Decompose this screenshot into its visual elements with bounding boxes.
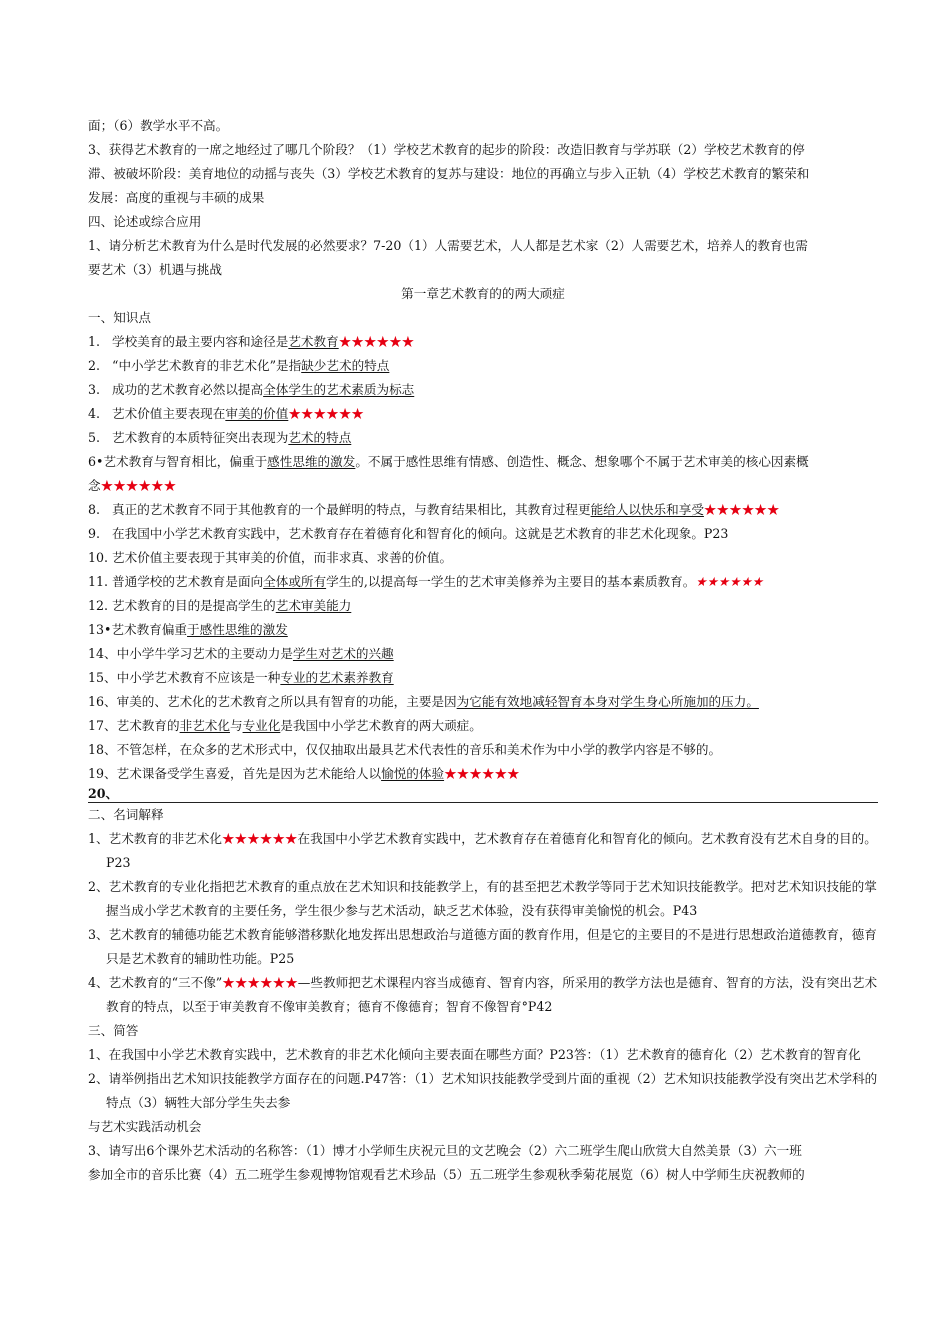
list-item: [88, 354, 878, 378]
list-item: [88, 762, 878, 786]
item-answer: 艺术审美能力: [275, 598, 352, 613]
text-line: 滞、被破坏阶段：美育地位的动摇与丧失（3）学校艺术教育的复苏与建设：地位的再确立与步入正轨（4）学校艺术教育的繁荣和: [88, 166, 810, 181]
star-rating-icon: ★★★★★★: [222, 975, 298, 990]
item-number: 1.: [88, 334, 101, 349]
section-heading: 三、简答: [88, 1023, 139, 1038]
item-answer: 学生对艺术的兴趣: [292, 646, 394, 661]
term-definition: 3、艺术教育的辅德功能艺术教育能够潜移默化地发挥出思想政治与道德方面的教育作用，但是它的主要目的不是进行思想政治道德教育，德育只是艺术教育的辅助性功能。P25: [88, 927, 877, 966]
item-text: 艺术价值主要表现在: [112, 406, 226, 421]
item-number: 11.: [88, 574, 109, 589]
star-rating-icon: ★★★★★★: [703, 502, 780, 517]
item-text: 13•艺术教育偏重: [88, 622, 188, 637]
section-heading: 二、名词解释: [88, 807, 164, 822]
term-definition: [88, 971, 878, 1019]
item-answer: 愉悦的体验: [381, 766, 445, 781]
list-item: [88, 738, 878, 762]
star-rating-icon: ★★★★★★: [100, 478, 177, 493]
item-number: 4.: [88, 406, 101, 421]
term-text: 1、艺术教育的非艺术化: [88, 831, 222, 846]
item-answer: 艺术教育: [288, 334, 339, 349]
item-number: 5.: [88, 430, 101, 445]
item-answer: 能给人以快乐和享受: [590, 502, 704, 517]
text-line: 发展：高度的重视与丰硕的成果: [88, 190, 265, 205]
star-rating-icon: ★★★★★★: [444, 766, 520, 781]
item-answer: 缺少艺术的特点: [301, 358, 390, 373]
term-text: 4、艺术教育的“三不像”: [88, 975, 223, 990]
star-rating-icon: ★★★★★★: [338, 334, 415, 349]
item-answer: 非艺术化: [179, 718, 230, 733]
answer-paragraph: 1、在我国中小学艺术教育实践中，艺术教育的非艺术化倾向主要表面在哪些方面？P23答：（1）艺术教育的德育化（2）艺术教育的智育化: [88, 1047, 861, 1062]
item-answer: 于感性思维的激发: [187, 622, 288, 637]
item-text: 20、: [88, 786, 119, 801]
list-item-continuation: [88, 474, 878, 498]
item-number: 8.: [88, 502, 101, 517]
item-text: 真正的艺术教育不同于其他教育的一个最鲜明的特点，与教育结果相比，其教育过程更: [112, 502, 591, 517]
item-answer: 全体学生的艺术素质为标志: [263, 382, 415, 397]
list-item: [88, 522, 878, 546]
item-text: 艺术价值主要表现于其审美的价值，而非求真、求善的价值。: [112, 550, 453, 565]
item-number: 10.: [88, 550, 109, 565]
item-text: 成功的艺术教育必然以提高: [112, 382, 264, 397]
item-answer: 审美的价值: [225, 406, 289, 421]
list-item: [88, 450, 878, 474]
item-text: 15、中小学艺术教育不应该是一种: [88, 670, 281, 685]
item-text: 普通学校的艺术教育是面向: [112, 574, 264, 589]
item-text: 。不属于感性思维有情感、创造性、概念、想象哪个不属于艺术审美的核心因素概: [355, 454, 809, 469]
list-item: [88, 618, 878, 642]
list-item: [88, 546, 878, 570]
list-item: [88, 570, 878, 594]
document-page: [88, 114, 878, 1187]
item-answer: 全体或所有: [263, 574, 327, 589]
section-heading: 四、论述或综合应用: [88, 214, 202, 229]
item-text: 16、审美的、艺术化的艺术教育之所以具有智育的功能，主要是因: [88, 694, 457, 709]
item-number: 12.: [88, 598, 109, 613]
item-text: 学校美育的最主要内容和途径是: [112, 334, 289, 349]
item-answer: 艺术的特点: [288, 430, 352, 445]
list-item: [88, 666, 878, 690]
term-definition: [88, 827, 878, 875]
star-rating-icon: ★★★★★★: [288, 406, 364, 421]
list-item-divider: [88, 786, 878, 803]
answer-continuation: 与艺术实践活动机会: [88, 1119, 202, 1134]
item-text: 6•艺术教育与智育相比，偏重于: [88, 454, 268, 469]
answer-paragraph: 2、请举例指出艺术知识技能教学方面存在的问题.P47答：（1）艺术知识技能教学受到片面的重视（2）艺术知识技能教学没有突出艺术学科的特点（3）辆牲大部分学生失去参: [88, 1071, 878, 1110]
item-text: 17、艺术教育的: [88, 718, 180, 733]
item-text: 学生的,以提高每一学生的艺术审美修养为主要目的基本素质教育。: [326, 574, 696, 589]
star-rating-icon: ★★★★★★: [221, 831, 298, 846]
list-item: [88, 402, 878, 426]
item-text: 在我国中小学艺术教育实践中，艺术教育存在着德育化和智育化的倾向。这就是艺术教育的非艺术化现象。P23: [112, 526, 729, 541]
item-answer: 为它能有效地减轻智育本身对学生身心所施加的压力。: [456, 694, 759, 709]
list-item: [88, 498, 878, 522]
list-item: [88, 330, 878, 354]
list-item: [88, 594, 878, 618]
item-answer: 专业化: [242, 718, 281, 733]
item-text: “中小学艺术教育的非艺术化”是指: [112, 358, 302, 373]
list-item: [88, 642, 878, 666]
term-definition: 2、艺术教育的专业化指把艺术教育的重点放在艺术知识和技能教学上，有的甚至把艺术教学等同于艺术知识技能教学。把对艺术知识技能的掌握当成小学艺术教育的主要任务，学生很少参与艺术活动，缺乏艺术体验，没有获得审美愉悦的机会。P43: [88, 879, 877, 918]
text-line: 1、请分析艺术教育为什么是时代发展的必然要求？7-20（1）人需要艺术，人人都是艺术家（2）人需要艺术，培养人的教育也需: [88, 238, 808, 253]
item-text: 19、艺术课备受学生喜爱，首先是因为艺术能给人以: [88, 766, 382, 781]
item-text: 与: [229, 718, 243, 733]
list-item: [88, 378, 878, 402]
text-line: 3、获得艺术教育的一席之地经过了哪几个阶段？（1）学校艺术教育的起步的阶段：改造旧教育与学苏联（2）学校艺术教育的停: [88, 142, 805, 157]
text-line: 要艺术（3）机遇与挑战: [88, 262, 222, 277]
term-text: 在我国中小学艺术教育实践中，艺术教育存在着德育化和智育化的倾向。艺术教育没有艺术自身的目的。P23: [106, 831, 877, 870]
list-item: [88, 690, 878, 714]
list-item: [88, 426, 878, 450]
item-answer: 感性思维的激发: [267, 454, 356, 469]
item-number: 2.: [88, 358, 101, 373]
item-text: 是我国中小学艺术教育的两大顽症。: [280, 718, 482, 733]
star-rating-icon: ★★★★★★: [695, 574, 764, 589]
section-heading: 一、知识点: [88, 310, 151, 325]
list-item: [88, 714, 878, 738]
chapter-title: 第一章艺术教育的的两大顽症: [401, 286, 565, 301]
answer-paragraph: 3、请写出6个课外艺术活动的名称答：（1）博才小学师生庆祝元旦的文艺晚会（2）六二班学生爬山欣赏大自然美景（3）六一班: [88, 1143, 802, 1158]
item-number: 3.: [88, 382, 101, 397]
item-text: 艺术教育的本质特征突出表现为: [112, 430, 289, 445]
item-answer: 专业的艺术素养教育: [280, 670, 394, 685]
term-text: —些教师把艺术课程内容当成德育、智育内容，所采用的教学方法也是德育、智育的方法，没有突出艺术教育的特点，以至于审美教育不像审美教育；德育不像德育；智育不像智育°P42: [106, 975, 878, 1014]
answer-continuation: 参加全市的音乐比赛（4）五二班学生参观博物馆观看艺术珍品（5）五二班学生参观秋季菊花展览（6）树人中学师生庆祝教师的: [88, 1167, 805, 1182]
item-text: 14、中小学牛学习艺术的主要动力是: [88, 646, 293, 661]
text-line: 面；（6）教学水平不高。: [88, 118, 229, 133]
item-number: 9.: [88, 526, 101, 541]
item-text: 18、不管怎样，在众多的艺术形式中，仅仅抽取出最具艺术代表性的音乐和美术作为中小学的教学内容是不够的。: [88, 742, 722, 757]
item-text: 艺术教育的目的是提高学生的: [112, 598, 276, 613]
item-text: 念: [88, 478, 101, 493]
